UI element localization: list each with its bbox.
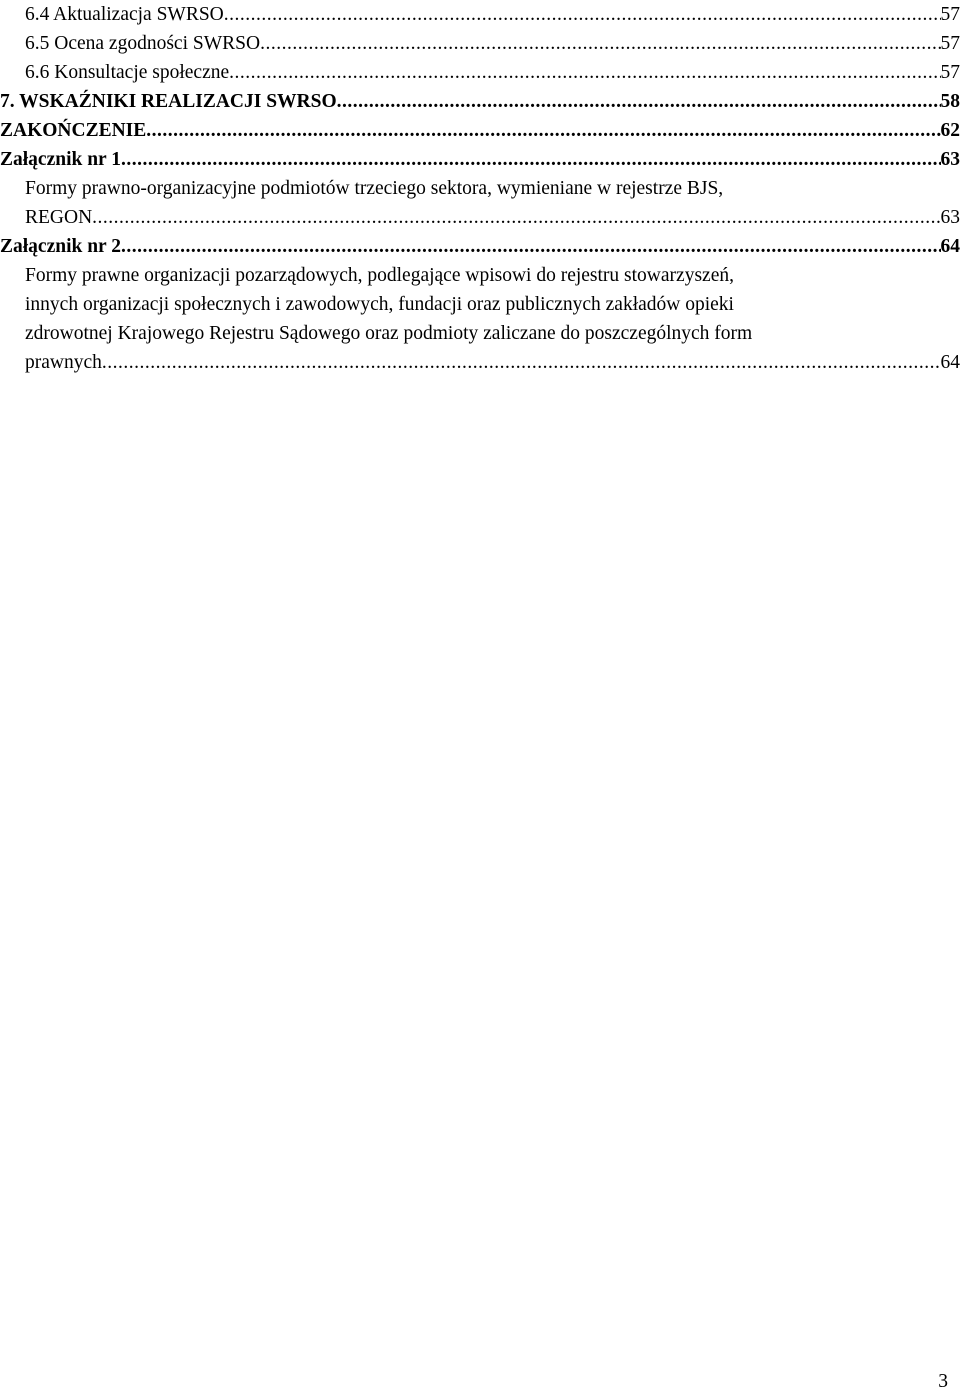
toc-entry[interactable] <box>0 145 960 174</box>
toc-dot-leader <box>260 29 940 58</box>
toc-entry-title: 7. WSKAŹNIKI REALIZACJI SWRSO <box>0 91 337 112</box>
toc-entry[interactable] <box>0 29 960 58</box>
toc-entry-title: Załącznik nr 2 <box>0 236 121 257</box>
toc-entry[interactable] <box>0 116 960 145</box>
toc-entry-title: 6.6 Konsultacje społeczne <box>25 62 230 83</box>
toc-entry-page: 64 <box>940 352 960 373</box>
toc-entry[interactable] <box>0 87 960 116</box>
toc-entry-description: Formy prawne organizacji pozarządowych, podlegające wpisowi do rejestru stowarzyszeń, <box>25 265 734 286</box>
toc-entry-title: Załącznik nr 1 <box>0 149 121 170</box>
toc-dot-leader <box>229 58 940 87</box>
toc-entry-title: prawnych <box>25 352 102 373</box>
toc-entry-page: 63 <box>940 207 960 228</box>
toc-entry-description: zdrowotnej Krajowego Rejestru Sądowego oraz podmioty zaliczane do poszczególnych form <box>25 323 753 344</box>
toc-dot-leader <box>224 0 941 29</box>
toc-entry-description: Formy prawno-organizacyjne podmiotów trzeciego sektora, wymieniane w rejestrze BJS, <box>25 178 724 199</box>
toc-dot-leader <box>121 232 941 261</box>
toc-entry-page: 58 <box>940 91 960 112</box>
toc-entry-page: 57 <box>940 62 960 83</box>
table-of-contents <box>0 0 960 377</box>
page-number: 3 <box>938 1371 948 1392</box>
toc-entry-page: 63 <box>940 149 960 170</box>
toc-entry[interactable] <box>0 0 960 29</box>
toc-entry-title: 6.5 Ocena zgodności SWRSO <box>25 33 261 54</box>
toc-entry-title: REGON <box>25 207 93 228</box>
toc-entry-page: 57 <box>940 33 960 54</box>
toc-entry-page: 57 <box>940 4 960 25</box>
toc-dot-leader <box>337 87 941 116</box>
toc-entry-title: ZAKOŃCZENIE <box>0 120 147 141</box>
toc-entry-title: 6.4 Aktualizacja SWRSO <box>25 4 224 25</box>
toc-entry-description: innych organizacji społecznych i zawodowych, fundacji oraz publicznych zakładów opieki <box>25 294 734 315</box>
toc-entry[interactable] <box>0 232 960 261</box>
toc-entry-page: 62 <box>940 120 960 141</box>
toc-entry[interactable] <box>0 58 960 87</box>
toc-dot-leader <box>92 203 940 232</box>
toc-entry[interactable] <box>0 203 960 232</box>
toc-entry[interactable] <box>0 348 960 377</box>
toc-dot-leader <box>102 348 941 377</box>
toc-dot-leader <box>121 145 941 174</box>
toc-dot-leader <box>146 116 940 145</box>
toc-entry-page: 64 <box>940 236 960 257</box>
